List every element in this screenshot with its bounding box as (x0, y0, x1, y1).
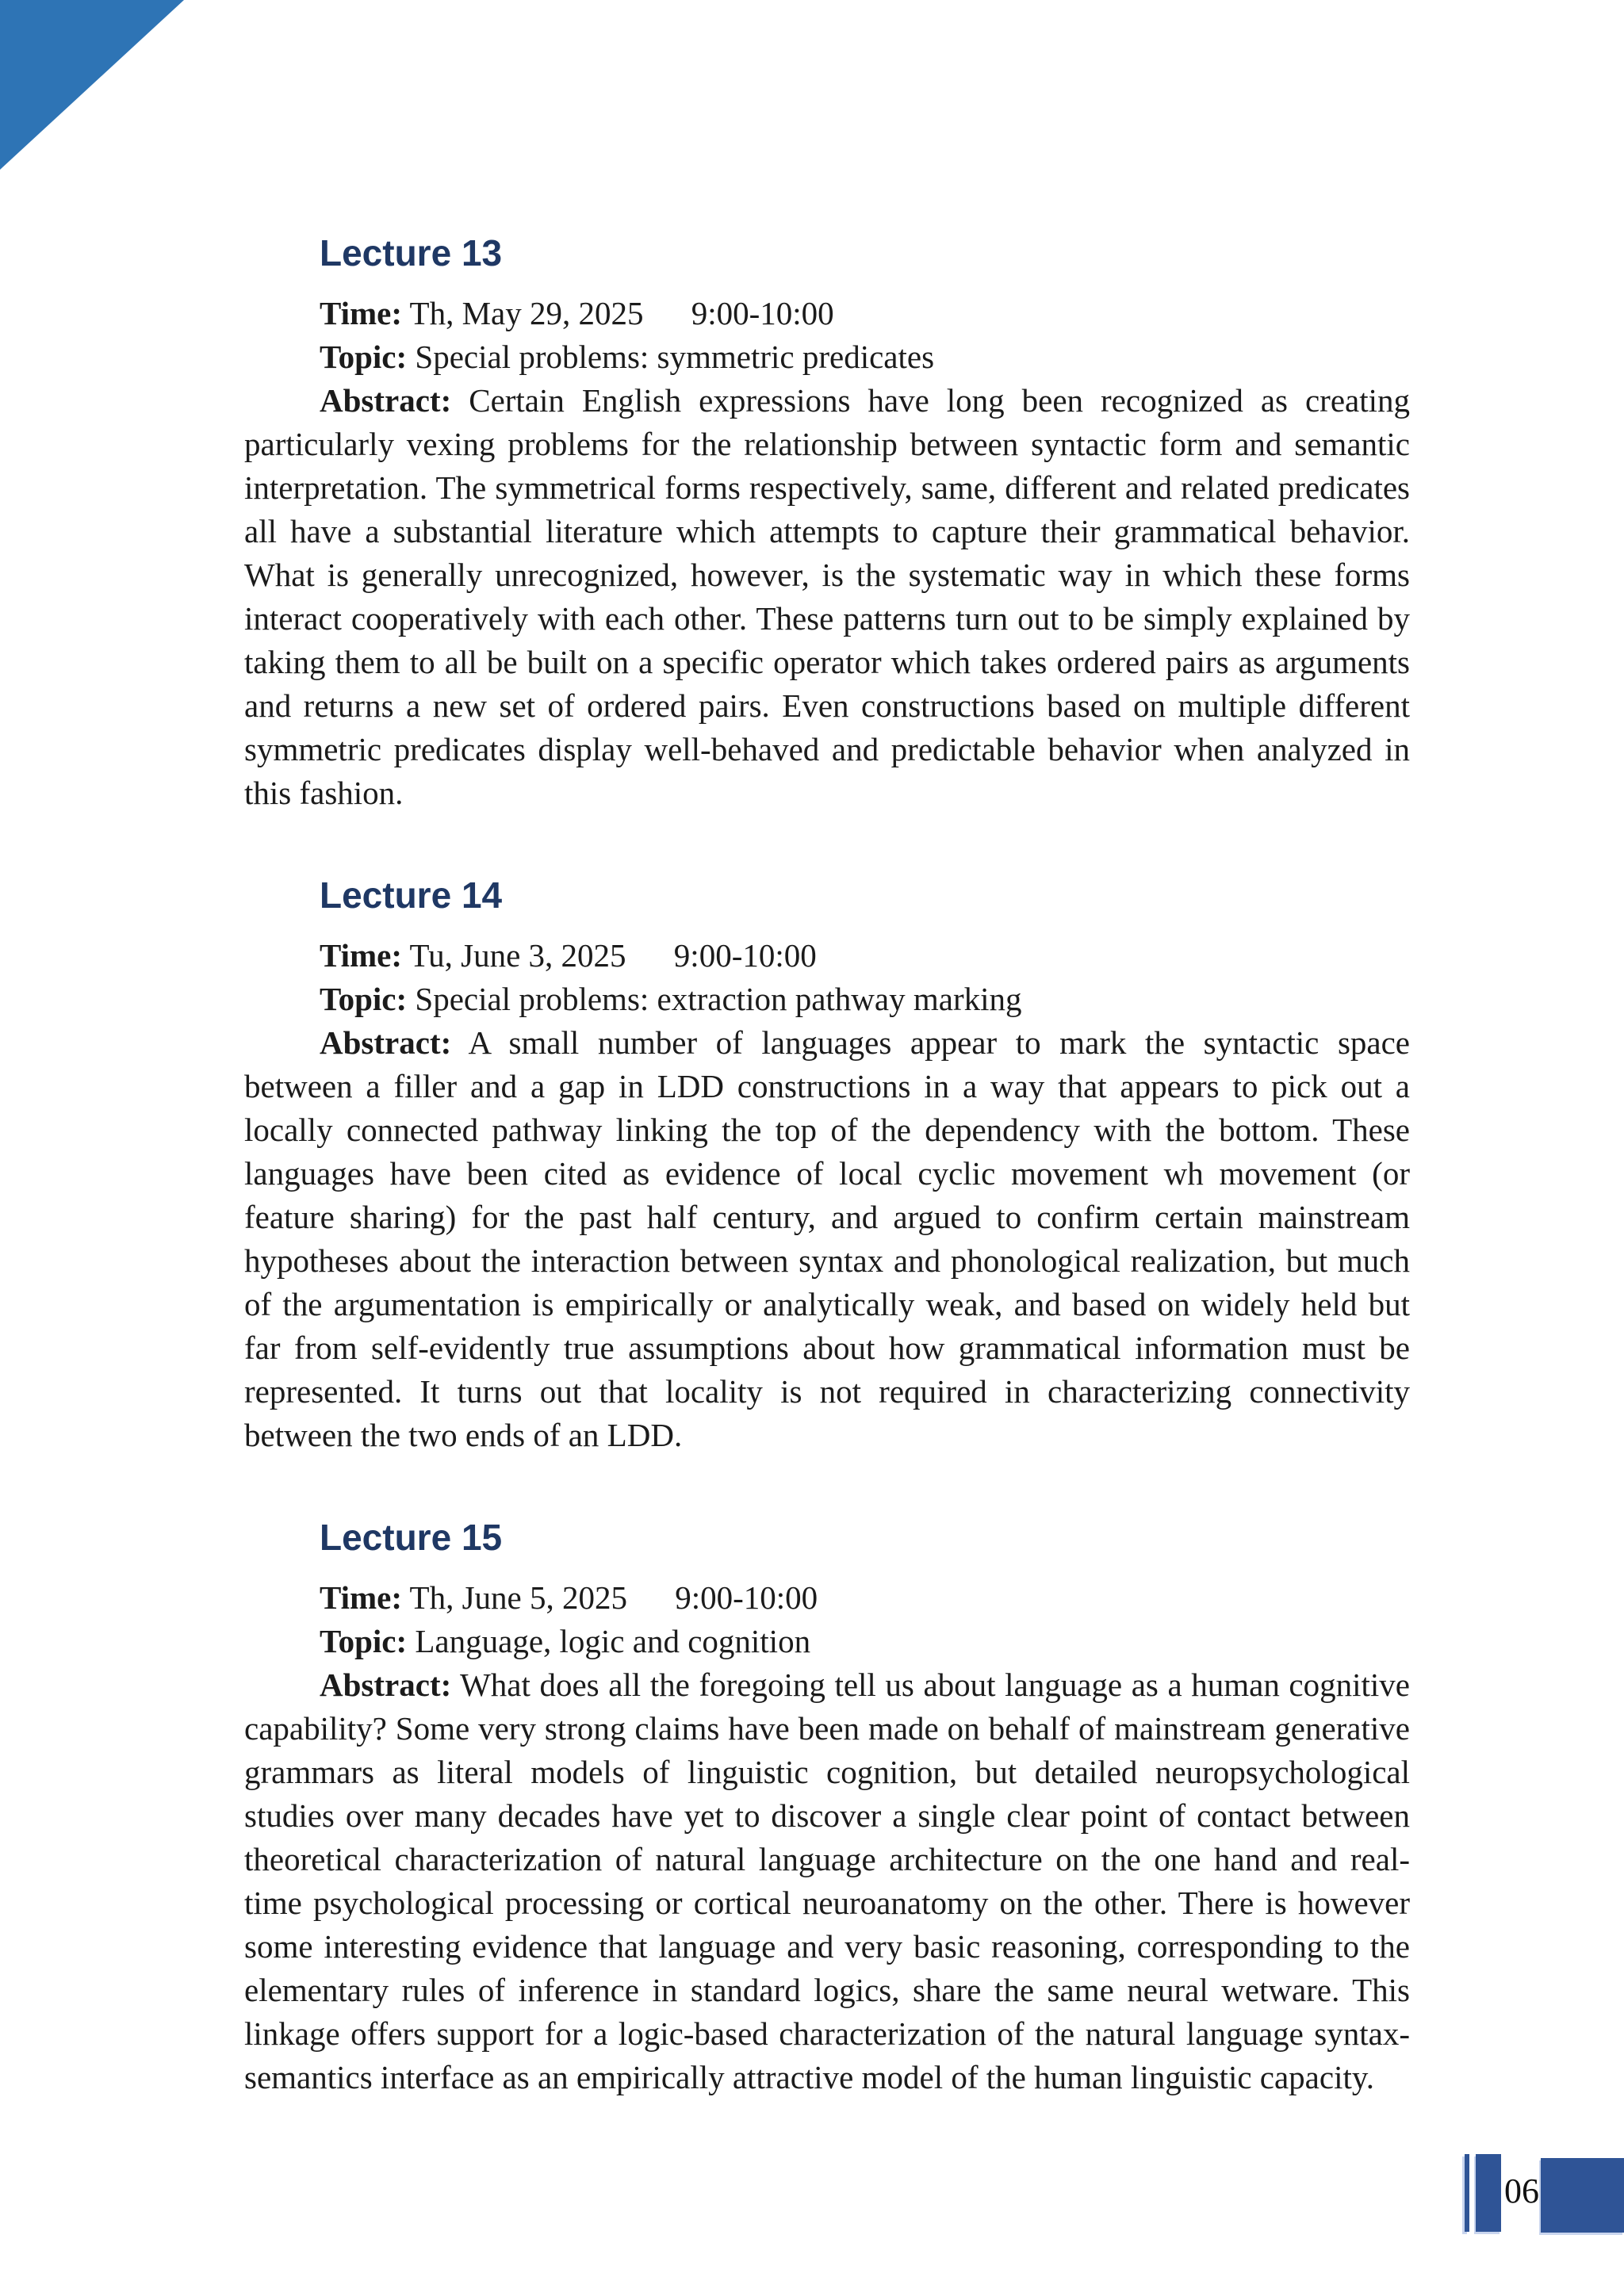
footer-edge-block (1541, 2158, 1624, 2233)
topic-text: Special problems: extraction pathway marking (415, 981, 1022, 1017)
lecture-abstract (244, 379, 1410, 815)
lecture-time-line (244, 292, 1410, 335)
topic-label: Topic: (320, 339, 408, 375)
time-label: Time: (320, 1579, 403, 1616)
lecture-topic-line (244, 335, 1410, 379)
lecture-section-15 (244, 1516, 1410, 2099)
lecture-section-13 (244, 232, 1410, 815)
abstract-label: Abstract: (320, 1024, 452, 1061)
lecture-topic-line (244, 1620, 1410, 1663)
lecture-title: Lecture 13 (320, 232, 503, 274)
abstract-text: Certain English expressions have long been recognized as creating particularly vexing problems for the relationship between syntactic form and semantic interpretation. The symmetrical forms respectively, same, different and related predicates all have a substantial literature which attempts to capture their grammatical behavior. What is generally unrecognized, however, is the systematic way in which these forms interact cooperatively with each other. These patterns turn out to be simply explained by taking them to all be built on a specific operator which takes ordered pairs as arguments and returns a new set of ordered pairs. Even constructions based on multiple different symmetric predicates display well-behaved and predictable behavior when analyzed in this fashion. (244, 382, 1411, 811)
lecture-title: Lecture 15 (320, 1517, 503, 1558)
topic-text: Special problems: symmetric predicates (415, 339, 935, 375)
lecture-section-14 (244, 874, 1410, 1457)
footer-thick-bar (1476, 2154, 1501, 2232)
lecture-topic-line (244, 978, 1410, 1021)
time-label: Time: (320, 295, 403, 331)
lecture-time-line (244, 1576, 1410, 1620)
topic-label: Topic: (320, 981, 408, 1017)
abstract-text: A small number of languages appear to mark the syntactic space between a filler and a gap in LDD constructions in a way that appears to pick out a locally connected pathway linking the top of the dependency with the bottom. These languages have been cited as evidence of local cyclic movement wh movement (or feature sharing) for the past half century, and argued to confirm certain mainstream hypotheses about the interaction between syntax and phonological realization, but much of the argumentation is empirically or analytically weak, and based on widely held but far from self-evidently true assumptions about how grammatical information must be represented. It turns out that locality is not required in characterizing connectivity between the two ends of an LDD. (244, 1024, 1410, 1453)
abstract-label: Abstract: (320, 382, 452, 419)
topic-text: Language, logic and cognition (415, 1623, 811, 1659)
page-number: 06 (1504, 2172, 1539, 2210)
time-range: 9:00-10:00 (673, 937, 817, 974)
time-date: Th, May 29, 2025 (409, 295, 644, 331)
lecture-abstract (244, 1021, 1410, 1457)
corner-triangle-decoration (0, 0, 184, 170)
time-date: Th, June 5, 2025 (409, 1579, 627, 1616)
time-label: Time: (320, 937, 403, 974)
footer-thin-bar (1465, 2154, 1469, 2232)
time-date: Tu, June 3, 2025 (409, 937, 626, 974)
lecture-time-line (244, 934, 1410, 978)
lecture-title: Lecture 14 (320, 874, 503, 916)
topic-label: Topic: (320, 1623, 408, 1659)
lecture-list (244, 0, 1410, 2099)
abstract-label: Abstract: (320, 1667, 452, 1703)
abstract-text: What does all the foregoing tell us about language as a human cognitive capability? Some very strong claims have been made on behalf of mainstream generative grammars as literal models of linguistic cognition, but detailed neuropsychological studies over many decades have yet to discover a single clear point of contact between theoretical characterization of natural language architecture on the one hand and real-time psychological processing or cortical neuroanatomy on the other. There is however some interesting evidence that language and very basic reasoning, corresponding to the elementary rules of inference in standard logics, share the same neural wetware. This linkage offers support for a logic-based characterization of the natural language syntax-semantics interface as an empirically attractive model of the human linguistic capacity. (244, 1667, 1410, 2095)
time-range: 9:00-10:00 (691, 295, 834, 331)
time-range: 9:00-10:00 (675, 1579, 818, 1616)
lecture-abstract (244, 1663, 1410, 2099)
